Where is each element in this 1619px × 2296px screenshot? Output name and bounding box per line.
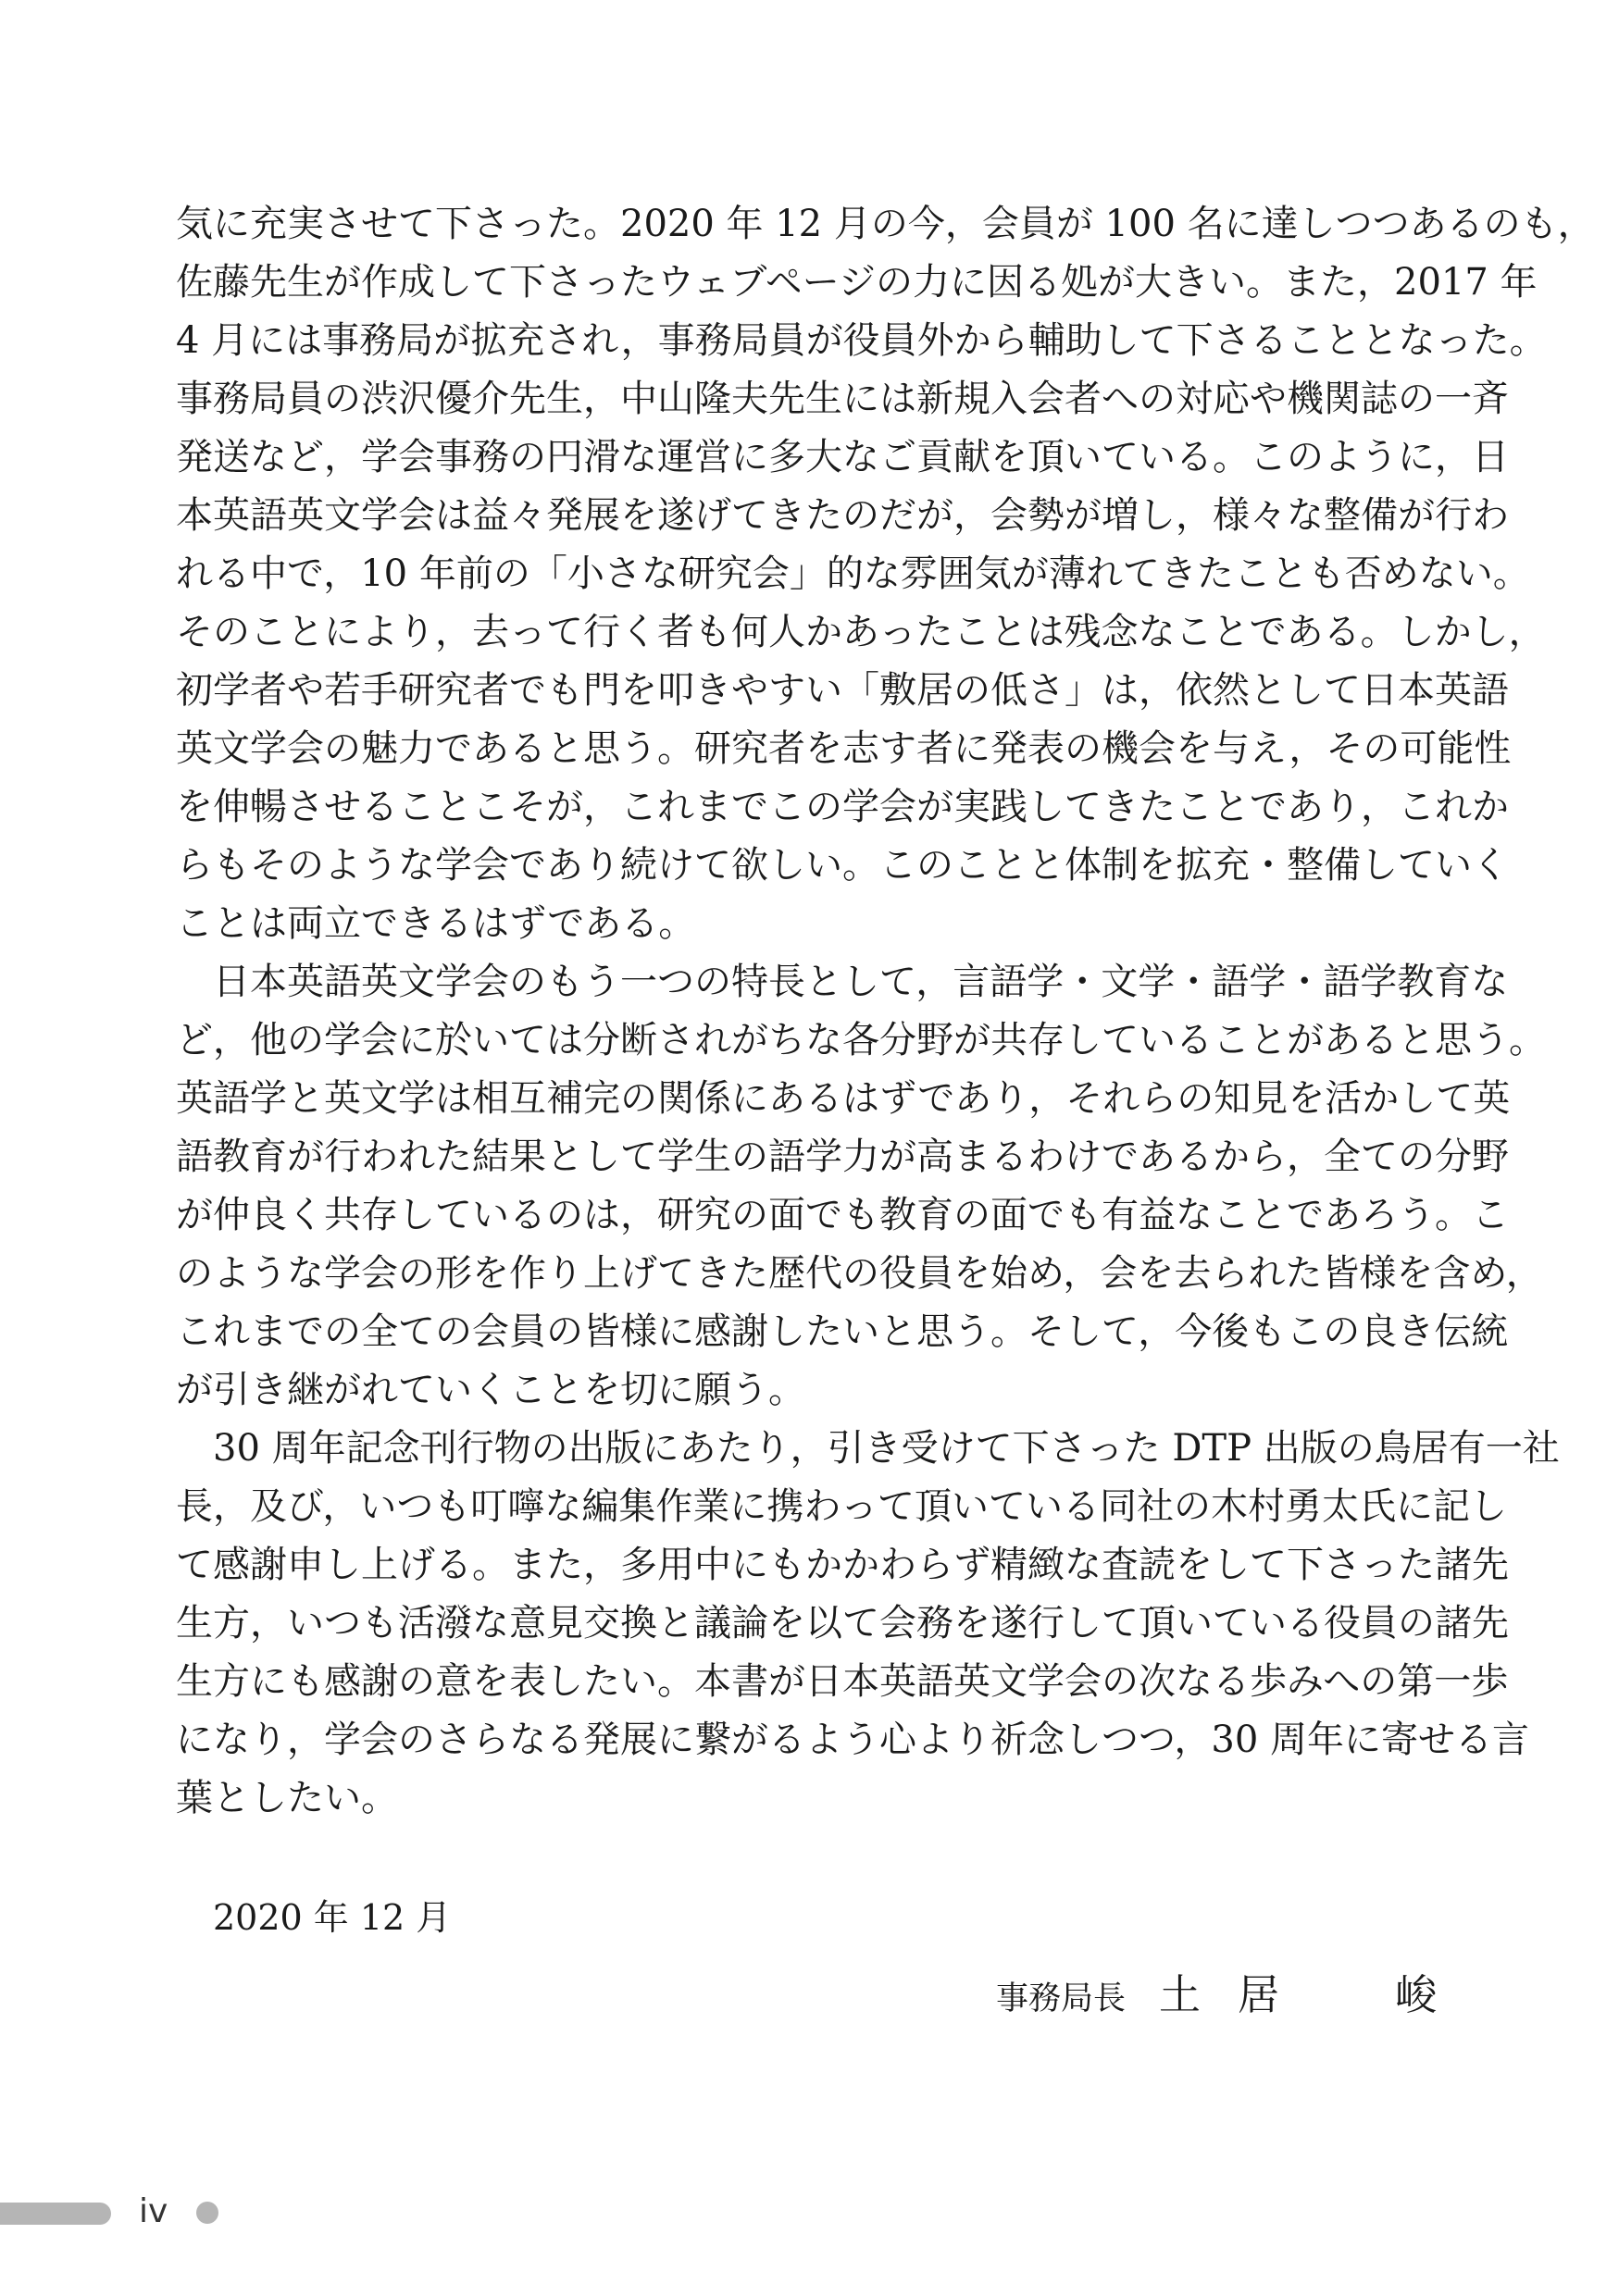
signature-title: 事務局長 [995,1980,1126,2017]
page-marker-bar [0,2203,111,2225]
document-date: 2020 年 12 月 [213,1897,452,1938]
page-marker-dot [196,2202,218,2224]
text-line: 事務局員の渋沢優介先生，中山隆夫先生には新規入会者への対応や機関誌の一斉 [176,378,1509,420]
text-line: 気に充実させて下さった。2020 年 12 月の今，会員が 100 名に達しつつあるのも， [176,203,1595,245]
text-line: が引き継がれていくことを切に願う。 [176,1369,805,1411]
text-line: のような学会の形を作り上げてきた歴代の役員を始め，会を去られた皆様を含め， [176,1252,1543,1295]
signature-name: 土居 峻 [1158,1970,1474,2019]
text-line: これまでの全ての会員の皆様に感謝したいと思う。そして，今後もこの良き伝統 [176,1310,1509,1353]
text-line: 英語学と英文学は相互補完の関係にあるはずであり，それらの知見を活かして英 [176,1077,1511,1120]
text-line: て感謝申し上げる。また，多用中にもかかわらず精緻な査読をして下さった諸先 [176,1544,1509,1586]
text-line: が仲良く共存しているのは，研究の面でも教育の面でも有益なことであろう。こ [176,1194,1509,1236]
text-line: 発送など，学会事務の円滑な運営に多大なご貢献を頂いている。このように，日 [176,436,1509,478]
text-line: 長，及び，いつも叮嚀な編集作業に携わって頂いている同社の木村勇太氏に記し [176,1485,1507,1528]
text-line: れる中で，10 年前の「小さな研究会」的な雰囲気が薄れてきたことも否めない。 [176,552,1530,595]
text-line: 生方にも感謝の意を表したい。本書が日本英語英文学会の次なる歩みへの第一歩 [176,1660,1509,1703]
text-line: ど，他の学会に於いては分断されがちな各分野が共存していることがあると思う。 [176,1019,1546,1061]
text-line: 初学者や若手研究者でも門を叩きやすい「敷居の低さ」は，依然として日本英語 [176,669,1509,712]
text-line: ことは両立できるはずである。 [176,902,696,945]
page-number: iv [139,2192,168,2230]
text-line: 英文学会の魅力であると思う。研究者を志す者に発表の機会を与え，その可能性 [176,727,1512,770]
paragraph-start-line: 30 周年記念刊行物の出版にあたり，引き受けて下さった DTP 出版の鳥居有一社 [213,1427,1560,1470]
text-line: 佐藤先生が作成して下さったウェブページの力に因る処が大きい。また，2017 年 [176,261,1538,304]
text-line: らもそのような学会であり続けて欲しい。このことと体制を拡充・整備していく [176,844,1509,887]
paragraph-start-line: 日本英語英文学会のもう一つの特長として，言語学・文学・語学・語学教育な [213,961,1509,1003]
signature [995,1961,1474,2021]
text-line: 4 月には事務局が拡充され，事務局員が役員外から輔助して下さることとなった。 [176,319,1547,362]
text-line: 本英語英文学会は益々発展を遂げてきたのだが，会勢が増し，様々な整備が行わ [176,494,1509,537]
text-line: そのことにより，去って行く者も何人かあったことは残念なことである。しかし， [176,611,1546,653]
text-line: になり，学会のさらなる発展に繋がるよう心より祈念しつつ，30 周年に寄せる言 [176,1719,1530,1761]
text-line: 語教育が行われた結果として学生の語学力が高まるわけであるから，全ての分野 [176,1136,1509,1178]
text-line: 生方，いつも活潑な意見交換と議論を以て会務を遂行して頂いている役員の諸先 [176,1602,1509,1644]
text-line: を伸暢させることこそが，これまでこの学会が実践してきたことであり，これか [176,786,1509,828]
text-line: 葉としたい。 [176,1777,398,1819]
